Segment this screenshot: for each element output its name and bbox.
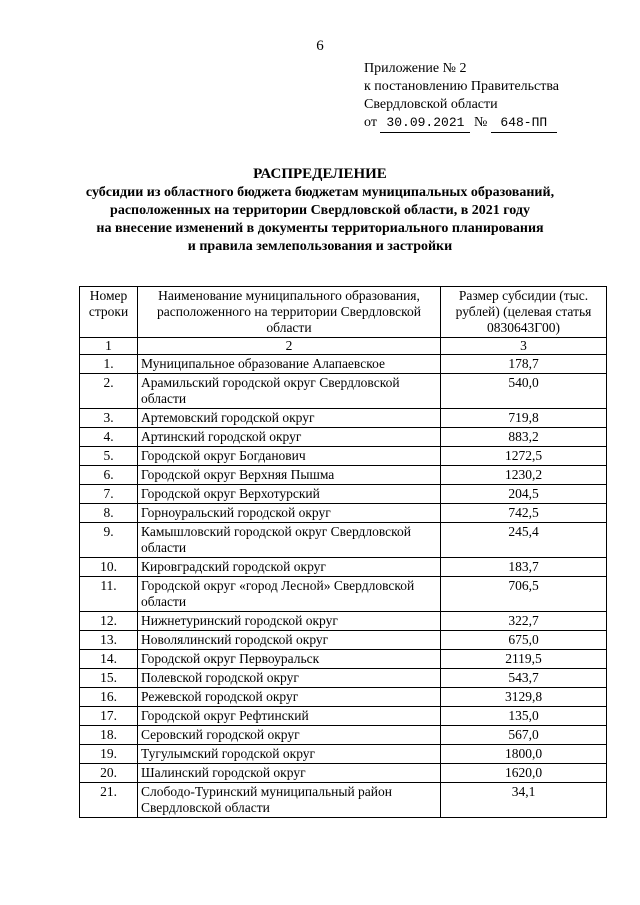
table-row: [80, 669, 607, 688]
municipality-name: Городской округ Богданович: [138, 447, 441, 466]
municipality-name: Кировградский городской округ: [138, 558, 441, 577]
table-row: [80, 783, 607, 818]
municipality-name: Арамильский городской округ Свердловской области: [138, 374, 441, 409]
subsidy-amount: 178,7: [441, 355, 607, 374]
row-number: 4.: [80, 428, 138, 447]
municipality-name: Городской округ Верхотурский: [138, 485, 441, 504]
table-row: [80, 447, 607, 466]
appendix-block: [364, 60, 559, 133]
municipality-name: Полевской городской округ: [138, 669, 441, 688]
subsidy-amount: 1272,5: [441, 447, 607, 466]
municipality-name: Артемовский городской округ: [138, 409, 441, 428]
municipality-name: Серовский городской округ: [138, 726, 441, 745]
municipality-name: Режевской городской округ: [138, 688, 441, 707]
title-line-4: и правила землепользования и застройки: [187, 239, 453, 254]
row-number: 6.: [80, 466, 138, 485]
municipality-name: Новолялинский городской округ: [138, 631, 441, 650]
row-number: 10.: [80, 558, 138, 577]
municipality-name: Горноуральский городской округ: [138, 504, 441, 523]
row-number: 21.: [80, 783, 138, 818]
table-row: [80, 466, 607, 485]
subsidy-amount: 2119,5: [441, 650, 607, 669]
table-row: [80, 428, 607, 447]
municipality-name: Тугулымский городской округ: [138, 745, 441, 764]
municipality-name: Городской округ Верхняя Пышма: [138, 466, 441, 485]
header-municipality: Наименование муниципального образования, расположенного на территории Свердловской области: [138, 287, 441, 338]
appendix-line-3: Свердловской области: [364, 97, 498, 112]
table-index-row: [80, 338, 607, 355]
row-number: 15.: [80, 669, 138, 688]
row-number: 7.: [80, 485, 138, 504]
header-row-number: Номер строки: [80, 287, 138, 338]
row-number: 3.: [80, 409, 138, 428]
municipality-name: Камышловский городской округ Свердловской области: [138, 523, 441, 558]
row-number: 17.: [80, 707, 138, 726]
row-number: 12.: [80, 612, 138, 631]
row-number: 1.: [80, 355, 138, 374]
index-cell: 1: [80, 338, 138, 355]
subsidy-amount: 204,5: [441, 485, 607, 504]
table-row: [80, 485, 607, 504]
table-row: [80, 355, 607, 374]
subsidy-amount: 245,4: [441, 523, 607, 558]
header-subsidy-amount: Размер субсидии (тыс. рублей) (целевая статья 0830643Г00): [441, 287, 607, 338]
title-line-1: субсидии из областного бюджета бюджетам муниципальных образований,: [85, 185, 555, 200]
table-row: [80, 374, 607, 409]
subsidy-amount: 706,5: [441, 577, 607, 612]
title-line-3: на внесение изменений в документы территориального планирования: [96, 221, 544, 236]
municipality-name: Муниципальное образование Алапаевское: [138, 355, 441, 374]
table-row: [80, 650, 607, 669]
date-prefix: от: [364, 115, 377, 130]
municipality-name: Артинский городской округ: [138, 428, 441, 447]
subsidy-amount: 322,7: [441, 612, 607, 631]
document-title: [20, 165, 620, 256]
municipality-name: Городской округ «город Лесной» Свердловской области: [138, 577, 441, 612]
table-row: [80, 504, 607, 523]
row-number: 20.: [80, 764, 138, 783]
municipality-name: Городской округ Рефтинский: [138, 707, 441, 726]
subsidy-table: [79, 286, 607, 818]
table-row: [80, 558, 607, 577]
title-line-2: расположенных на территории Свердловской области, в 2021 году: [110, 203, 530, 218]
subsidy-amount: 1620,0: [441, 764, 607, 783]
resolution-number: 648-ПП: [491, 114, 557, 133]
appendix-line-2: к постановлению Правительства: [364, 79, 560, 94]
subsidy-amount: 742,5: [441, 504, 607, 523]
table-row: [80, 707, 607, 726]
subsidy-amount: 135,0: [441, 707, 607, 726]
subsidy-amount: 3129,8: [441, 688, 607, 707]
table-row: [80, 764, 607, 783]
table-row: [80, 612, 607, 631]
municipality-name: Слободо-Туринский муниципальный район Свердловской области: [138, 783, 441, 818]
table-row: [80, 745, 607, 764]
table-header-row: [80, 287, 607, 338]
subsidy-amount: 1800,0: [441, 745, 607, 764]
subsidy-amount: 183,7: [441, 558, 607, 577]
table-row: [80, 631, 607, 650]
row-number: 8.: [80, 504, 138, 523]
municipality-name: Городской округ Первоуральск: [138, 650, 441, 669]
subsidy-amount: 675,0: [441, 631, 607, 650]
page-number: 6: [316, 38, 324, 54]
row-number: 13.: [80, 631, 138, 650]
row-number: 5.: [80, 447, 138, 466]
subsidy-amount: 1230,2: [441, 466, 607, 485]
index-cell: 3: [441, 338, 607, 355]
appendix-line-1: Приложение № 2: [364, 61, 467, 76]
table-row: [80, 409, 607, 428]
subsidy-amount: 34,1: [441, 783, 607, 818]
resolution-date: 30.09.2021: [380, 114, 470, 133]
subsidy-amount: 719,8: [441, 409, 607, 428]
municipality-name: Нижнетуринский городской округ: [138, 612, 441, 631]
row-number: 9.: [80, 523, 138, 558]
table-row: [80, 726, 607, 745]
subsidy-amount: 543,7: [441, 669, 607, 688]
title-heading: РАСПРЕДЕЛЕНИЕ: [253, 166, 387, 182]
subsidy-amount: 540,0: [441, 374, 607, 409]
table-row: [80, 577, 607, 612]
subsidy-amount: 567,0: [441, 726, 607, 745]
row-number: 18.: [80, 726, 138, 745]
municipality-name: Шалинский городской округ: [138, 764, 441, 783]
number-prefix: №: [473, 115, 488, 130]
appendix-date-line: [364, 114, 559, 133]
row-number: 2.: [80, 374, 138, 409]
table-row: [80, 688, 607, 707]
row-number: 11.: [80, 577, 138, 612]
row-number: 16.: [80, 688, 138, 707]
subsidy-amount: 883,2: [441, 428, 607, 447]
row-number: 14.: [80, 650, 138, 669]
index-cell: 2: [138, 338, 441, 355]
table-row: [80, 523, 607, 558]
row-number: 19.: [80, 745, 138, 764]
